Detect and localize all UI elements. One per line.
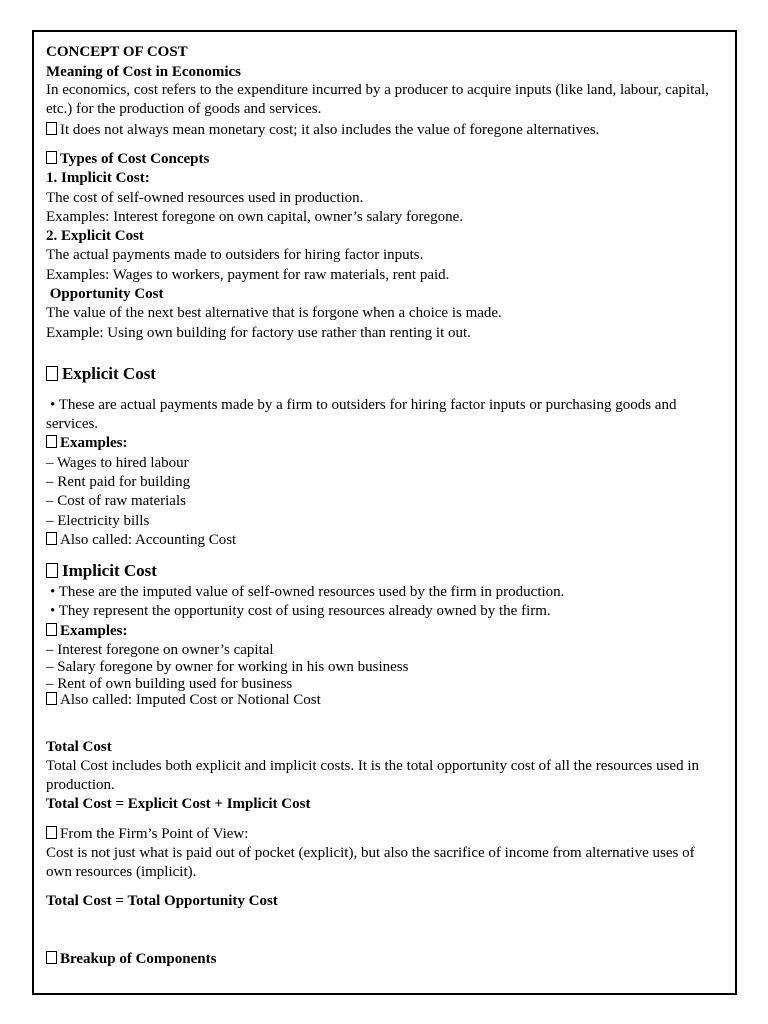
explicit-section-heading-line [46,363,724,385]
implicit-definition: The cost of self-owned resources used in production. [46,190,364,206]
implicit-point: • These are the imputed value of self-owned resources used by the firm in production. [50,584,565,600]
explicit-examples: Examples: Wages to workers, payment for raw materials, rent paid. [46,267,450,283]
explicit-section-heading: Explicit Cost [62,364,156,383]
implicit-examples: Examples: Interest foregone on own capital, owner’s salary foregone. [46,209,464,225]
viewpoint-label: From the Firm’s Point of View: [60,826,249,842]
opportunity-example: Example: Using own building for factory use rather than renting it out. [46,325,471,341]
list-item: – Interest foregone on owner’s capital [46,642,274,658]
breakup-heading: Breakup of Components [60,951,217,967]
opportunity-label: Opportunity Cost [46,286,164,302]
missing-glyph-icon [46,122,57,135]
implicit-section-heading: Implicit Cost [62,561,157,580]
implicit-label: 1. Implicit Cost: [46,170,150,186]
meaning-note: It does not always mean monetary cost; it also includes the value of foregone alternatives. [60,122,600,138]
document-title: CONCEPT OF COST [46,44,188,60]
viewpoint-label-line [46,825,724,844]
explicit-also-called-line [46,531,724,550]
implicit-also-called: Also called: Imputed Cost or Notional Cost [60,692,321,708]
missing-glyph-icon [46,563,58,578]
list-item: – Electricity bills [46,513,150,529]
list-item: – Salary foregone by owner for working in his own business [46,659,409,675]
missing-glyph-icon [46,151,57,164]
implicit-also-called-line [46,691,724,710]
list-item: – Rent paid for building [46,474,191,490]
implicit-section-heading-line [46,560,724,582]
missing-glyph-icon [46,951,57,964]
list-item: – Rent of own building used for business [46,676,293,692]
explicit-also-called: Also called: Accounting Cost [60,532,237,548]
total-cost-text: Total Cost includes both explicit and implicit costs. It is the total opportunity cost of all the resources used in production. [46,758,700,793]
list-item: – Cost of raw materials [46,493,186,509]
list-item: – Wages to hired labour [46,455,189,471]
missing-glyph-icon [46,532,57,545]
missing-glyph-icon [46,435,57,448]
opportunity-definition: The value of the next best alternative that is forgone when a choice is made. [46,305,502,321]
types-heading: Types of Cost Concepts [60,151,210,167]
total-cost-formula-2: Total Cost = Total Opportunity Cost [46,893,278,909]
meaning-note-line [46,121,724,140]
viewpoint-text: Cost is not just what is paid out of pocket (explicit), but also the sacrifice of income from alternative uses of own resources (implicit). [46,845,695,880]
missing-glyph-icon [46,366,58,381]
total-cost-heading: Total Cost [46,739,112,755]
explicit-section-point: • These are actual payments made by a firm to outsiders for hiring factor inputs or purchasing goods and services. [46,397,677,432]
implicit-examples-label-line [46,622,724,641]
implicit-point: • They represent the opportunity cost of using resources already owned by the firm. [50,603,551,619]
explicit-examples-label-line [46,434,724,453]
missing-glyph-icon [46,826,57,839]
breakup-heading-line [46,950,724,969]
explicit-label: 2. Explicit Cost [46,228,144,244]
implicit-examples-label: Examples: [60,623,128,639]
explicit-definition: The actual payments made to outsiders for hiring factor inputs. [46,247,424,263]
total-cost-formula: Total Cost = Explicit Cost + Implicit Cost [46,796,311,812]
meaning-heading: Meaning of Cost in Economics [46,64,241,80]
meaning-text: In economics, cost refers to the expenditure incurred by a producer to acquire inputs (like land, labour, capital, etc.) for the production of goods and services. [46,82,709,117]
types-heading-line [46,150,724,169]
explicit-examples-label: Examples: [60,435,128,451]
missing-glyph-icon [46,623,57,636]
missing-glyph-icon [46,692,57,705]
